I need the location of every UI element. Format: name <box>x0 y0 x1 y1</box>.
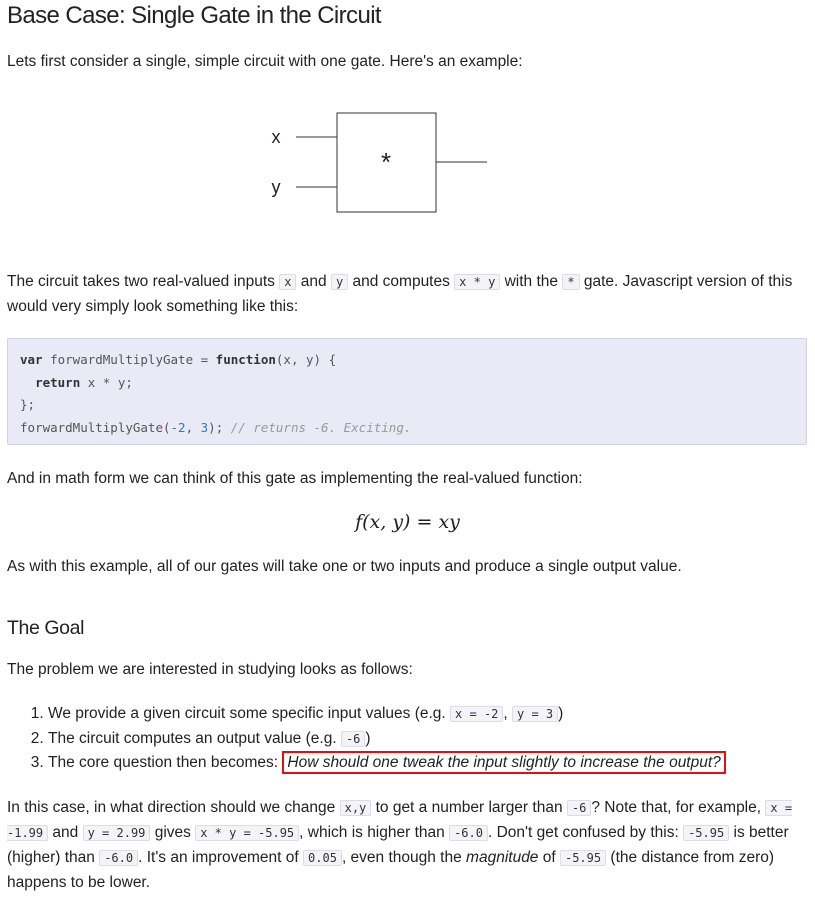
highlighted-question: How should one tweak the input slightly to increase the output? <box>282 751 725 774</box>
inline-code: -6 <box>567 800 591 816</box>
intro-paragraph: Lets first consider a single, simple circuit with one gate. Here's an example: <box>7 53 523 70</box>
diagram-gate-symbol: * <box>380 147 392 177</box>
diagram-input-x-label: x <box>271 127 281 147</box>
inline-code: y <box>331 274 348 290</box>
diagram-input-y-label: y <box>271 177 281 197</box>
inline-code: -5.95 <box>560 850 606 866</box>
direction-paragraph: In this case, in what direction should we change x,y to get a number larger than -6 ? Note that, for example, x = -1.99 and y = 2.99 gives x * y = -5.95 , which is higher than -6.0 . Don't get confused by this: -5.95 is better (higher) than -6.0 . It's an improvement of 0.05 , even though the magnitude of -5.95 (the distance from zero) happens to be lower. <box>7 799 793 891</box>
goal-list <box>0 702 815 776</box>
inline-code: y = 2.99 <box>83 825 151 841</box>
inline-code: -6.0 <box>99 850 138 866</box>
list-item: 3. The core question then becomes: How should one tweak the input slightly to increase the output? <box>48 751 815 776</box>
inline-code: -6.0 <box>449 825 488 841</box>
math-intro-paragraph: And in math form we can think of this gate as implementing the real-valued function: <box>7 470 583 487</box>
inline-code: x * y = -5.95 <box>195 825 299 841</box>
inline-code: x <box>279 274 296 290</box>
inline-code: * <box>562 274 579 290</box>
section-title-goal: The Goal <box>7 617 85 639</box>
inline-code: -6 <box>341 731 365 747</box>
circuit-description-paragraph: The circuit takes two real-valued inputs x and y and computes x * y with the * gate. Javascript version of this would very simply look something like this: <box>7 273 793 315</box>
inline-code: y = 3 <box>512 706 558 722</box>
section-title-base-case: Base Case: Single Gate in the Circuit <box>7 2 381 29</box>
inline-code: -5.95 <box>683 825 729 841</box>
list-item: 1. We provide a given circuit some specific input values (e.g. x = -2 , y = 3 ) <box>48 702 815 727</box>
list-item: 2. The circuit computes an output value (e.g. -6 ) <box>48 727 815 752</box>
inline-code: 0.05 <box>303 850 342 866</box>
multiply-gate-diagram <box>260 105 500 220</box>
emphasis-magnitude: magnitude <box>466 849 539 866</box>
inline-code: x * y <box>454 274 500 290</box>
goal-intro-paragraph: The problem we are interested in studying looks as follows: <box>7 661 413 678</box>
inline-code: x = -2 <box>450 706 503 722</box>
formula: f(x, y) = xy <box>355 511 460 533</box>
gates-summary-paragraph: As with this example, all of our gates will take one or two inputs and produce a single output value. <box>7 558 682 575</box>
code-block: var forwardMultiplyGate = function(x, y) { return x * y; }; forwardMultiplyGate(-2, 3); // returns -6. Exciting. <box>7 338 807 445</box>
inline-code: x = -1.99 <box>7 801 793 840</box>
inline-code: x,y <box>340 800 372 816</box>
